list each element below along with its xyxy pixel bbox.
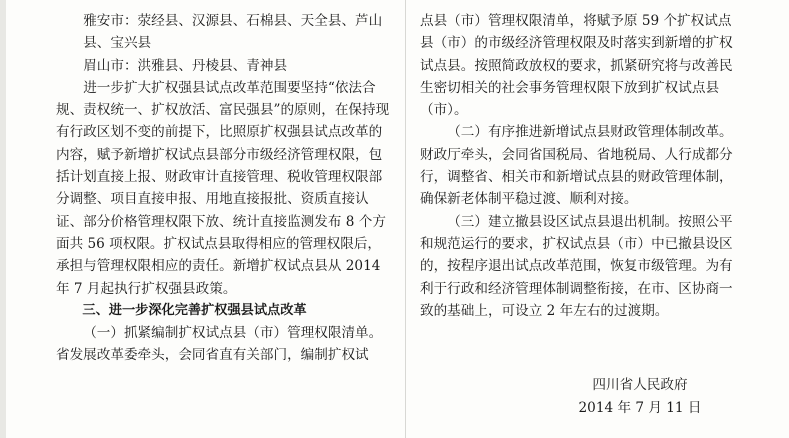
meishan-county-list: 眉山市：洪雅县、丹棱县、青神县 <box>83 57 288 74</box>
right-column <box>420 10 738 322</box>
page-edge-shadow <box>0 0 6 438</box>
column-gutter <box>405 0 406 438</box>
signature-date: 2014 年 7 月 11 日 <box>578 400 702 416</box>
item-one-paragraph: （一）抓紧编制扩权试点县（市）管理权限清单。省发展改革委牵头，会同省直有关部门，编制扩权试 <box>56 325 383 364</box>
item-three-paragraph: （三）建立撤县设区试点县退出机制。按照公平和规范运行的要求，扩权试点县（市）中已撤县设区的，按程序退出试点改革范围，恢复市级管理。为有利于行政和经济管理体制调整衔接，在市、区协商一致的基础上，可设立 2 年左右的过渡期。 <box>420 213 733 319</box>
section-three-heading: 三、进一步深化完善扩权强县试点改革 <box>82 302 307 318</box>
signature-organization: 四川省人民政府 <box>592 377 688 393</box>
item-one-continued: 点县（市）管理权限清单，将赋予原 59 个扩权试点县（市）的市级经济管理权限及时落实到新增的扩权试点县。按照简政放权的要求，抓紧研究将与改善民生密切相关的社会事务管理权限下放到扩权试点县（市）。 <box>420 13 733 119</box>
reform-scope-paragraph: 进一步扩大扩权强县试点改革范围要坚持“依法合规、责权统一、扩权放活、富民强县”的原则，在保持现有行政区划不变的前提下，比照原扩权强县试点改革的内容，赋予新增扩权试点县部分市级经济管理权限，包括计划直接上报、财政审计直接管理、税收管理权限部分调整、项目直接申报、用地直接报批、资质直接认证、部分价格管理权限下放、统计直接监测发布 8 个方面共 56 项权限。扩权试点县取得相应的管理权限后，承担与管理权限相应的责任。新增扩权试点县从 2014 年 7 月起执行扩权强县政策。 <box>56 79 390 297</box>
item-two-paragraph: （二）有序推进新增试点县财政管理体制改革。财政厅牵头，会同省国税局、省地税局、人行成都分行，调整省、相关市和新增试点县的财政管理体制，确保新老体制平稳过渡、顺利对接。 <box>420 124 733 208</box>
left-column <box>56 10 392 367</box>
ya-an-county-list: 雅安市：荥经县、汉源县、石棉县、天全县、芦山县、宝兴县 <box>83 13 383 52</box>
